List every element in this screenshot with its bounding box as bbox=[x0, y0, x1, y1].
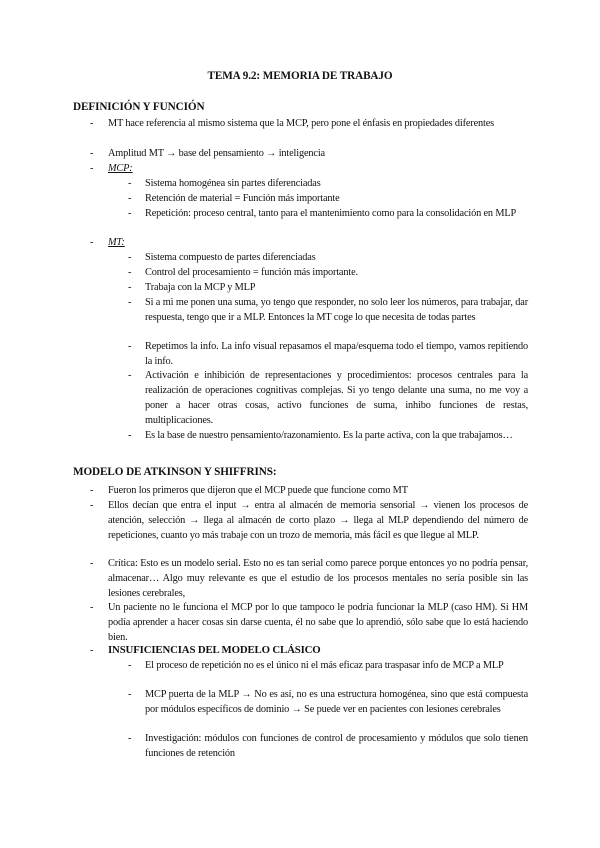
bullet-dash: - bbox=[128, 733, 132, 744]
list-item: El proceso de repetición no es el único ni el más eficaz para traspasar info de MCP a MLP bbox=[145, 660, 504, 671]
list-item: Sistema homogénea sin partes diferenciadas bbox=[145, 178, 321, 189]
bullet-dash: - bbox=[128, 193, 132, 204]
list-item: Ellos decían que entra el input → entra al almacén de memoria sensorial → vienen los procesos de atención, selección → llega al almacén de corto plazo → llega al MLP dependiendo del número de repeticiones, cuanto yo más trabaje con un trozo de memoria, más fácil es que llegue al MLP. bbox=[108, 500, 528, 541]
mcp-label: MCP: bbox=[108, 163, 133, 174]
list-item: MT hace referencia al mismo sistema que la MCP, pero pone el énfasis en propiedades diferentes bbox=[108, 118, 495, 129]
list-item: Activación e inhibición de representaciones y procedimientos: procesos centrales para la realización de operaciones cognitivas complejas. Si yo tengo delante una suma, no me voy a poner a hacer otras cosas, activo funciones de suma, inhibo funciones de restas, multiplicaciones. bbox=[145, 370, 528, 426]
bullet-dash: - bbox=[128, 208, 132, 219]
list-item: Retención de material = Función más importante bbox=[145, 193, 340, 204]
bullet-dash: - bbox=[90, 148, 94, 159]
list-item: Repetimos la info. La info visual repasamos el mapa/esquema todo el tiempo, vamos repitiendo la info. bbox=[145, 341, 528, 367]
bullet-dash: - bbox=[90, 118, 94, 129]
bullet-dash: - bbox=[90, 558, 94, 569]
list-item: Crítica: Esto es un modelo serial. Esto no es tan serial como parece porque entonces yo no podría pensar, almacenar… Algo muy relevante es que el estudio de los procesos mentales no sería posible sin las lesiones cerebrales, bbox=[108, 558, 528, 599]
bullet-dash: - bbox=[90, 485, 94, 496]
bullet-dash: - bbox=[90, 645, 94, 656]
list-item: Control del procesamiento = función más importante. bbox=[145, 267, 358, 278]
bullet-dash: - bbox=[90, 500, 94, 511]
list-item: Es la base de nuestro pensamiento/razonamiento. Es la parte activa, con la que trabajamos… bbox=[145, 430, 513, 441]
bullet-dash: - bbox=[90, 163, 94, 174]
list-item: Investigación: módulos con funciones de control de procesamiento y módulos que solo tienen funciones de retención bbox=[145, 733, 528, 759]
bullet-dash: - bbox=[128, 341, 132, 352]
list-item: MCP puerta de la MLP → No es así, no es una estructura homogénea, sino que está compuesta por módulos específicos de dominio → Se puede ver en pacientes con lesiones cerebrales bbox=[145, 689, 528, 715]
bullet-dash: - bbox=[128, 297, 132, 308]
bullet-dash: - bbox=[128, 430, 132, 441]
sub-heading-insuficiencias: INSUFICIENCIAS DEL MODELO CLÁSICO bbox=[108, 644, 321, 656]
bullet-dash: - bbox=[128, 689, 132, 700]
bullet-dash: - bbox=[90, 602, 94, 613]
list-item: Trabaja con la MCP y MLP bbox=[145, 282, 256, 293]
section-heading-atkinson: MODELO DE ATKINSON Y SHIFFRINS: bbox=[73, 466, 277, 478]
bullet-dash: - bbox=[128, 282, 132, 293]
bullet-dash: - bbox=[128, 267, 132, 278]
mt-label: MT: bbox=[108, 237, 125, 248]
list-item: Un paciente no le funciona el MCP por lo que tampoco le podría funcionar la MLP (caso HM). Si HM podía aprender a hacer cosas sin darse cuenta, él no sabe que lo aprendió, sólo sabe que lo está haciendo bien. bbox=[108, 602, 528, 643]
page-title: TEMA 9.2: MEMORIA DE TRABAJO bbox=[207, 70, 393, 82]
list-item: Sistema compuesto de partes diferenciadas bbox=[145, 252, 316, 263]
list-item: Fueron los primeros que dijeron que el MCP puede que funcione como MT bbox=[108, 485, 408, 496]
list-item: Amplitud MT → base del pensamiento → inteligencia bbox=[108, 148, 325, 159]
bullet-dash: - bbox=[128, 178, 132, 189]
bullet-dash: - bbox=[128, 252, 132, 263]
bullet-dash: - bbox=[128, 370, 132, 381]
list-item: Repetición: proceso central, tanto para el mantenimiento como para la consolidación en MLP bbox=[145, 208, 517, 219]
bullet-dash: - bbox=[128, 660, 132, 671]
section-heading-definicion: DEFINICIÓN Y FUNCIÓN bbox=[73, 101, 205, 113]
list-item: Si a mi me ponen una suma, yo tengo que responder, no solo leer los números, para trabajar, dar respuesta, tengo que ir a MLP. Entonces la MT coge lo que necesita de todas partes bbox=[145, 297, 528, 323]
bullet-dash: - bbox=[90, 237, 94, 248]
